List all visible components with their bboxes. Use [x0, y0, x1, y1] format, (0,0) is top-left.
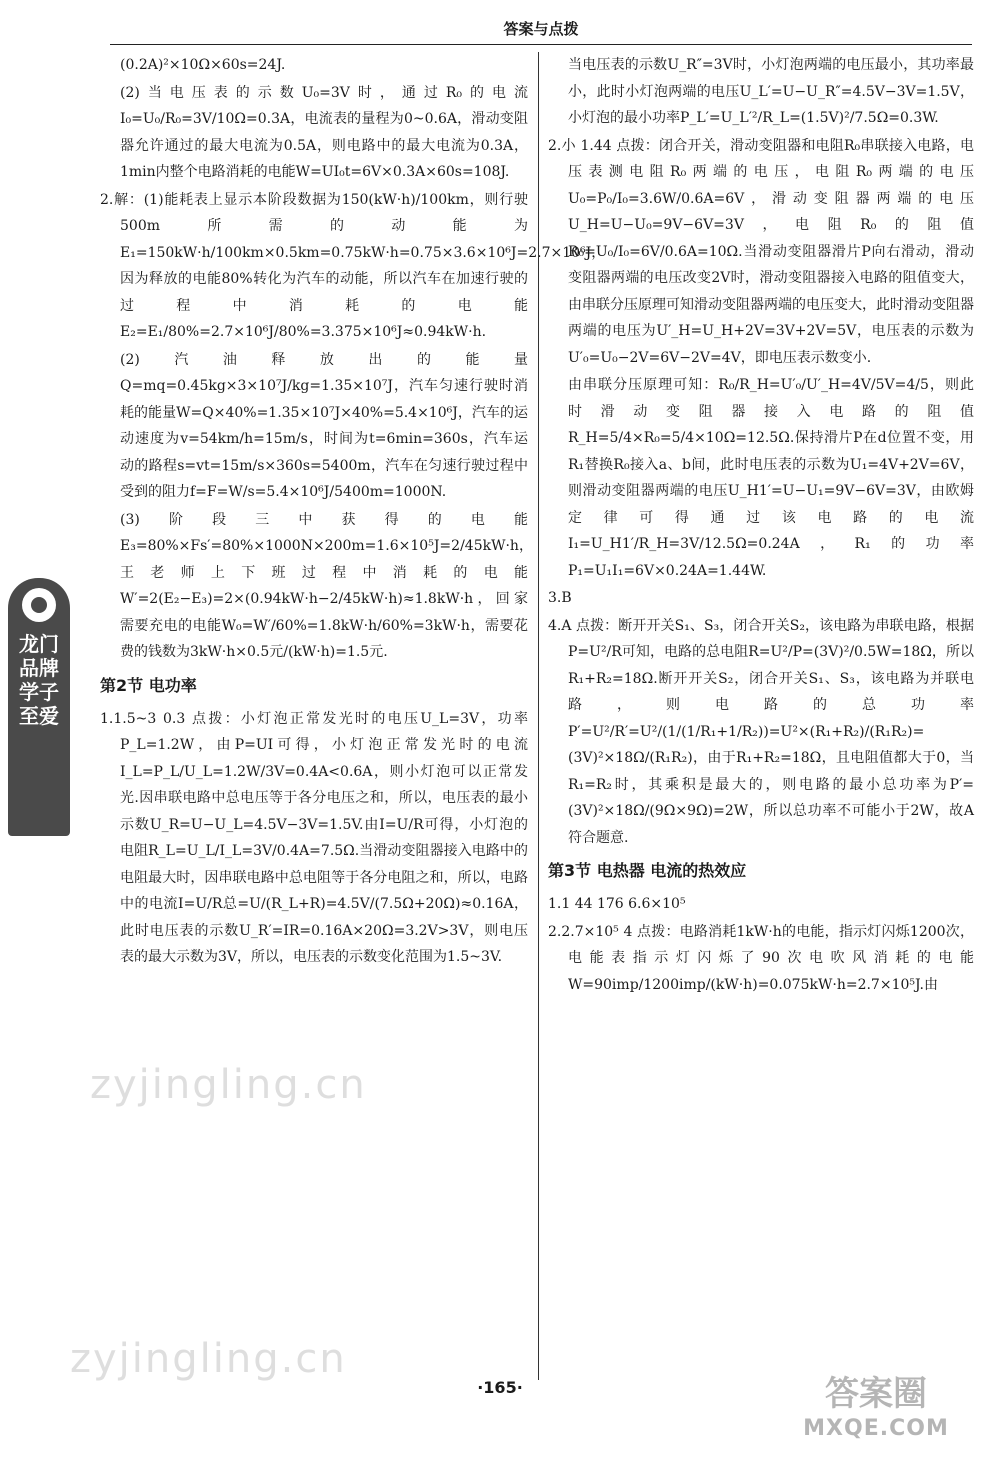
- column-divider: [538, 52, 539, 1380]
- paragraph: (2)当电压表的示数U₀=3V时，通过R₀的电流I₀=U₀/R₀=3V/10Ω=0.3A，电流表的量程为0~0.6A，滑动变阻器允许通过的最大电流为0.5A，则电路中的最大电流为0.3A，1min内整个电路消耗的电能W=UI₀t=6V×0.3A×60s=108J.: [120, 84, 528, 180]
- brand-text: 龙门品牌 学子至爱: [19, 632, 59, 728]
- paragraph: (2)汽油释放出的能量Q=mq=0.45kg×3×10⁷J/kg=1.35×10⁷J，汽车匀速行驶时消耗的能量W=Q×40%=1.35×10⁷J×40%=5.4×10⁶J，汽车的运动速度为v=54km/h=15m/s，时间为t=6min=360s，汽车运动的路程s=vt=15m/s×360s=5400m，汽车在匀速行驶过程中受到的阻力f=F=W/s=5.4×10⁶J/5400m=1000N.: [120, 351, 528, 500]
- paragraph: 3.B: [548, 590, 572, 606]
- paragraph: 2.解：(1)能耗表上显示本阶段数据为150(kW·h)/100km，则行驶500m所需的动能为E₁=150kW·h/100km×0.5km=0.75kW·h=0.75×3.6×10⁶J=2.7×10⁶J，因为释放的电能80%转化为汽车的动能，所以汽车在加速行驶的过程中消耗的电能E₂=E₁/80%=2.7×10⁶J/80%=3.375×10⁶J≈0.94kW·h.: [100, 191, 606, 340]
- page-number: ·165·: [477, 1378, 523, 1397]
- section-title: 第2节 电功率: [100, 675, 197, 695]
- logo-text: 答案圈: [825, 1374, 927, 1414]
- paragraph: (3)阶段三中获得的电能E₃=80%×Fs′=80%×1000N×200m=1.6×10⁵J=2/45kW·h，王老师上下班过程中消耗的电能W′=2(E₂−E₃)=2×(0.94kW·h−2/45kW·h)≈1.8kW·h，回家需要充电的电能W₀=W′/60%=1.8kW·h/60%=3kW·h，需要花费的钱数为3kW·h×0.5元/(kW·h)=1.5元.: [120, 511, 533, 660]
- paragraph: 当电压表的示数U_R″=3V时，小灯泡两端的电压最小，其功率最小，此时小灯泡两端的电压U_L′=U−U_R″=4.5V−3V=1.5V，小灯泡的最小功率P_L′=U_L′²/R_L=(1.5V)²/7.5Ω=0.3W.: [568, 57, 974, 126]
- brand-sidebar: [8, 578, 70, 836]
- paragraph: 4.A 点拨：断开开关S₁、S₃，闭合开关S₂，该电路为串联电路，根据P=U²/R可知，电路的总电阻R=U²/P=(3V)²/0.5W=18Ω，所以R₁+R₂=18Ω.断开开关S₂，闭合开关S₁、S₃，该电路为并联电路，则电路的总功率P′=U²/R′=U²/(1/(1/R₁+1/R₂))=U²×(R₁+R₂)/(R₁R₂)=(3V)²×18Ω/(R₁R₂)，由于R₁+R₂=18Ω，且电阻值都大于0，当R₁=R₂时，其乘积是最大的，则电路的最小总功率为P′=(3V)²×18Ω/(9Ω×9Ω)=2W，所以总功率不可能小于2W，故A符合题意.: [548, 617, 974, 846]
- paragraph: 1.1 44 176 6.6×10⁵: [548, 896, 686, 912]
- watermark: zyjingling.cn: [90, 1062, 367, 1108]
- site-logo: [776, 1372, 976, 1446]
- paragraph: (0.2A)²×10Ω×60s=24J.: [120, 57, 286, 73]
- paragraph: 2.小 1.44 点拨：闭合开关，滑动变阻器和电阻R₀串联接入电路，电压表测电阻R₀两端的电压，电阻R₀两端的电压U₀=P₀/I₀=3.6W/0.6A=6V，滑动变阻器两端的电压U_H=U−U₀=9V−6V=3V，电阻R₀的阻值R₀=U₀/I₀=6V/0.6A=10Ω.当滑动变阻器滑片P向右滑动，滑动变阻器两端的电压改变2V时，滑动变阻器接入电路的阻值变大，由串联分压原理可知滑动变阻器两端的电压变大，此时滑动变阻器两端的电压为U′_H=U_H+2V=3V+2V=5V，电压表的示数为U′₀=U₀−2V=6V−2V=4V，即电压表示数变小.: [548, 137, 974, 366]
- logo-url: MXQE.COM: [803, 1416, 949, 1441]
- paragraph: 2.2.7×10⁵ 4 点拨：电路消耗1kW·h的电能，指示灯闪烁1200次，电能表指示灯闪烁了90次电吹风消耗的电能W=90imp/1200imp/(kW·h)=0.075kW·h=2.7×10⁵J.由: [548, 923, 974, 993]
- section-title: 第3节 电热器 电流的热效应: [548, 861, 747, 880]
- right-column: [548, 52, 974, 1380]
- paragraph: 由串联分压原理可知：R₀/R_H=U′₀/U′_H=4V/5V=4/5，则此时滑动变阻器接入电路的阻值R_H=5/4×R₀=5/4×10Ω=12.5Ω.保持滑片P在d位置不变，用R₁替换R₀接入a、b间，此时电压表的示数为U₁=4V+2V=6V，则滑动变阻器两端的电压U_H1′=U−U₁=9V−6V=3V，由欧姆定律可得通过该电路的电流I₁=U_H1′/R_H=3V/12.5Ω=0.24A，R₁的功率P₁=U₁I₁=6V×0.24A=1.44W.: [568, 377, 974, 579]
- watermark: zyjingling.cn: [70, 1336, 347, 1382]
- circle-icon: [22, 588, 56, 622]
- page-header: 答案与点拨: [110, 14, 972, 45]
- paragraph: 1.1.5~3 0.3 点拨：小灯泡正常发光时的电压U_L=3V，功率P_L=1.2W，由P=UI可得，小灯泡正常发光时的电流I_L=P_L/U_L=1.2W/3V=0.4A<0.6A，则小灯泡可以正常发光.因串联电路中总电压等于各分电压之和，所以，电压表的最小示数U_R=U−U_L=4.5V−3V=1.5V.由I=U/R可得，小灯泡的电阻R_L=U_L/I_L=3V/0.4A=7.5Ω.当滑动变阻器接入电路中的电阻最大时，因串联电路中总电阻等于各分电阻之和，所以，电路中的电流I=U/R总=U/(R_L+R)=4.5V/(7.5Ω+20Ω)≈0.16A，此时电压表的示数U_R′=IR=0.16A×20Ω=3.2V>3V，则电压表的最大示数为3V，所以，电压表的示数变化范围为1.5~3V.: [100, 710, 528, 965]
